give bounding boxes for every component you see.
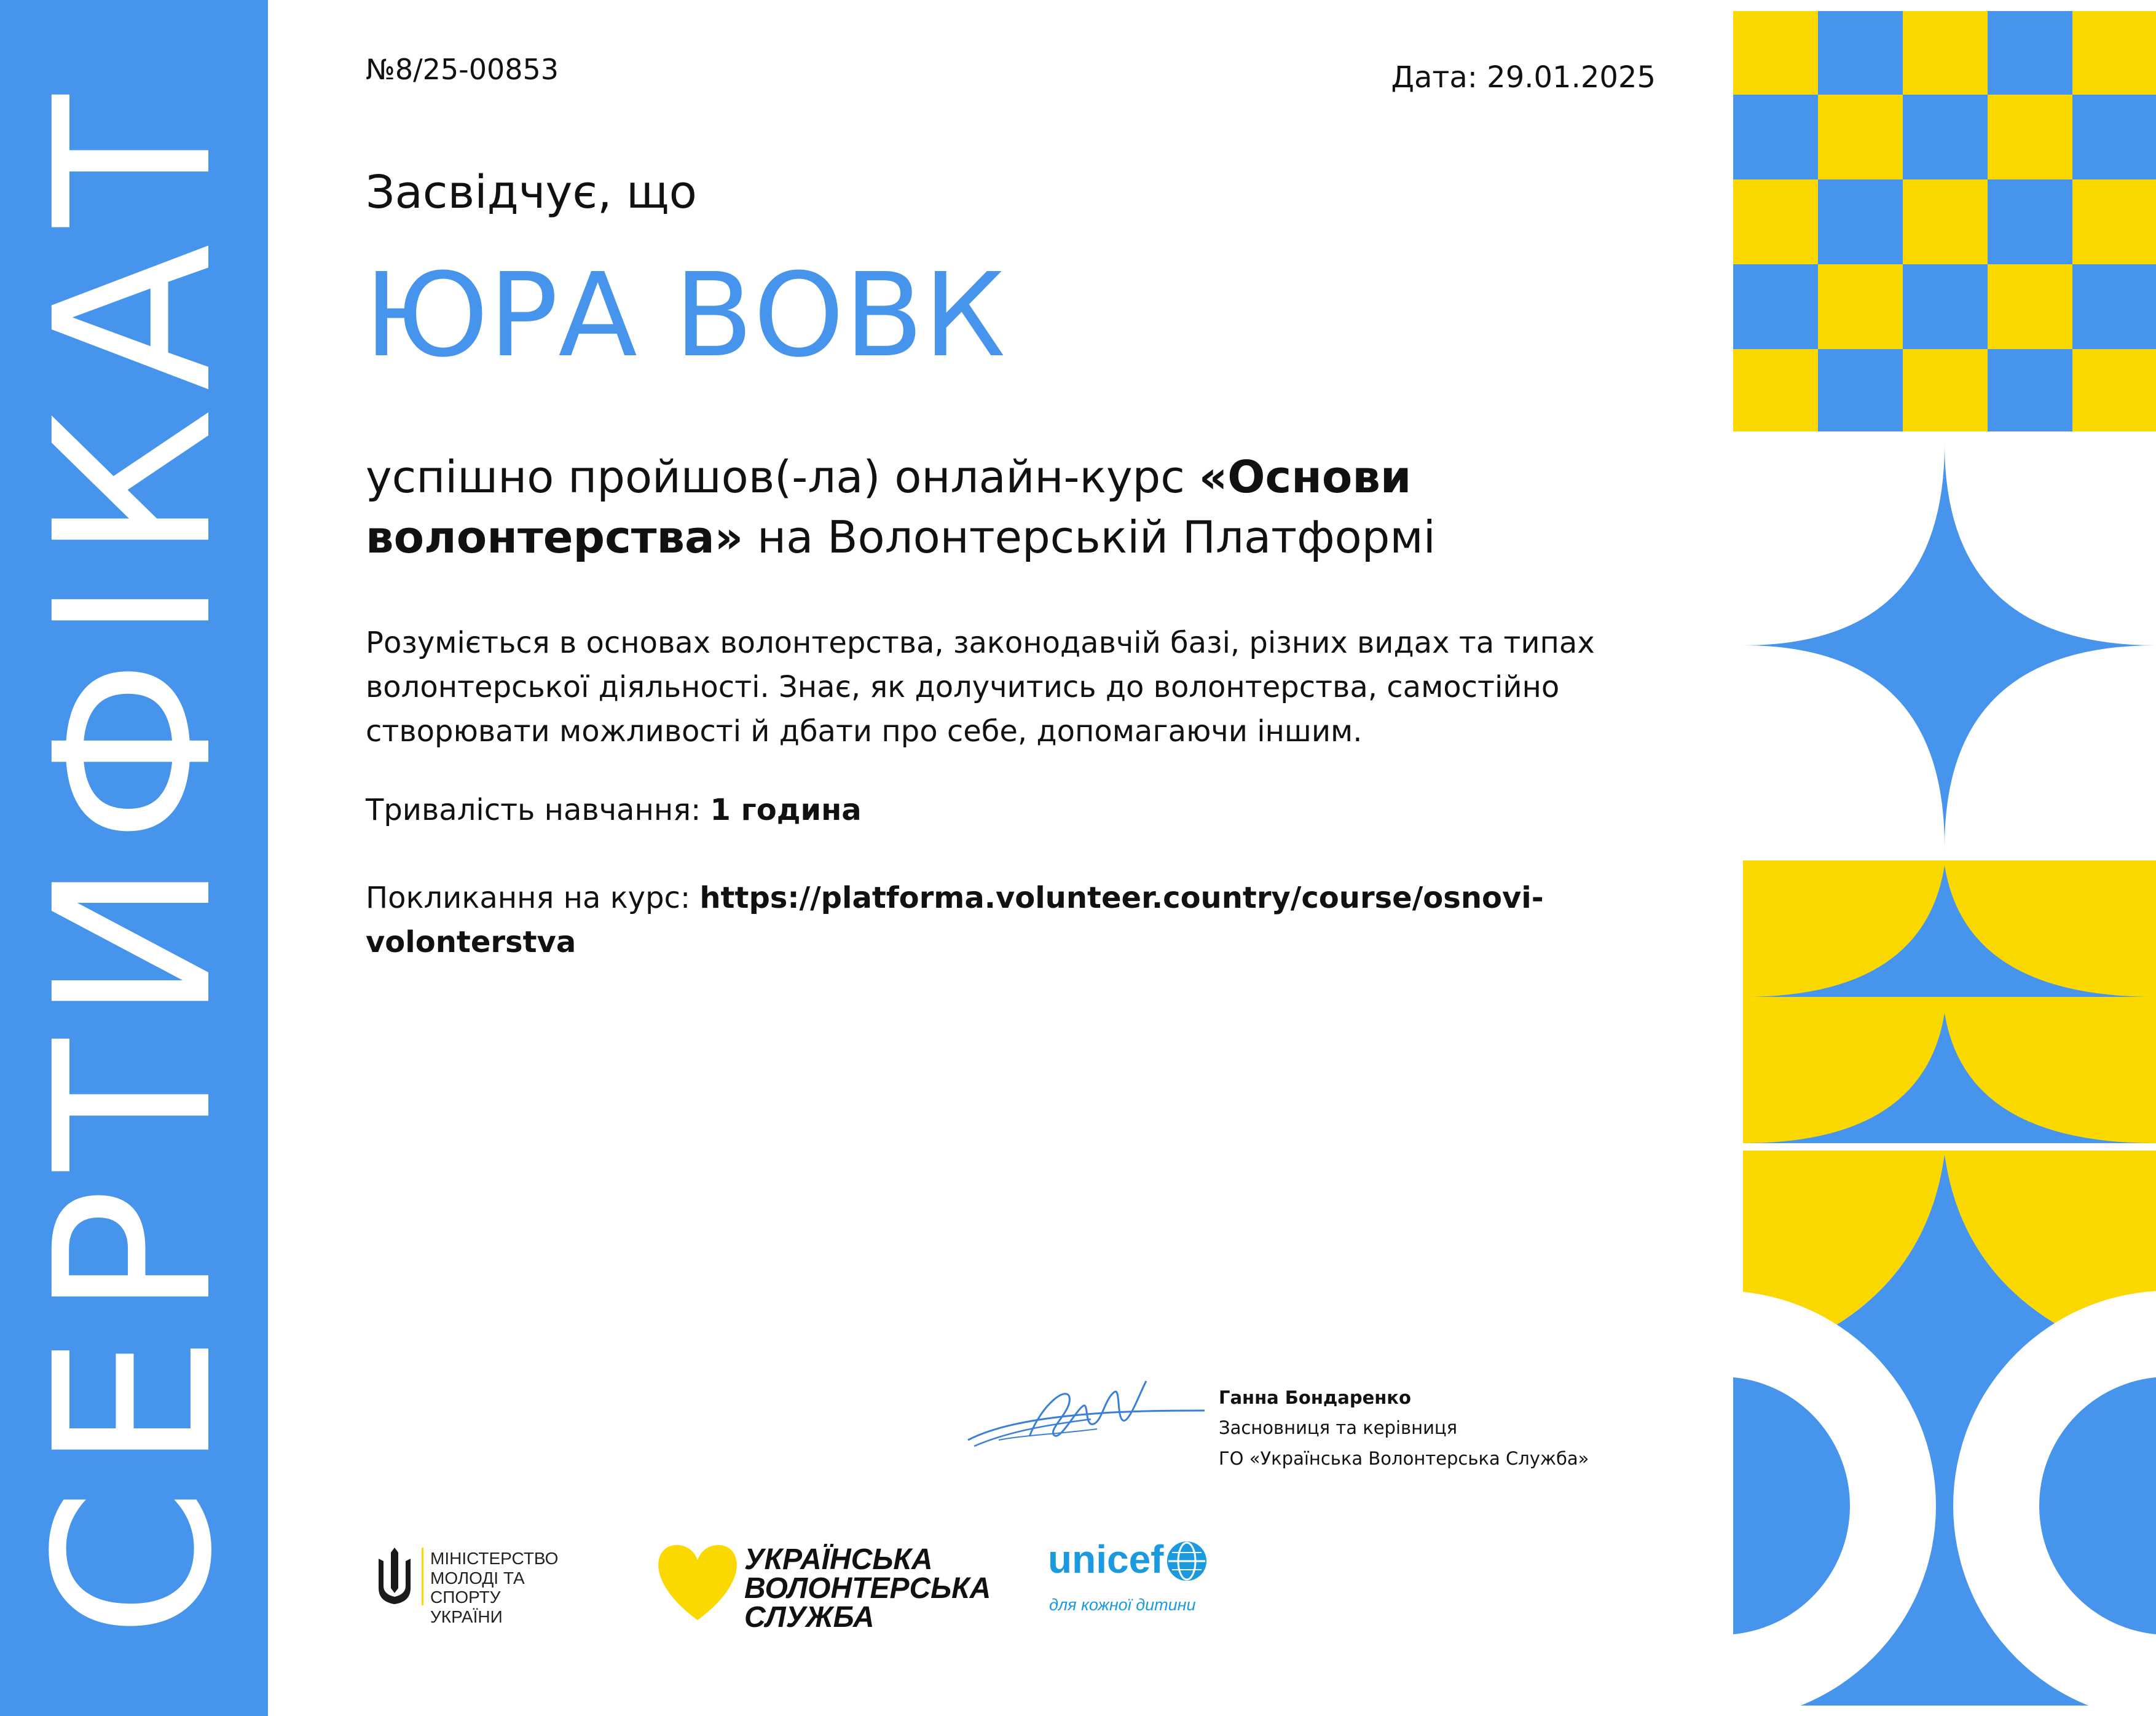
side-band	[0, 0, 268, 1716]
signer-block	[1219, 1383, 1589, 1474]
unicef-wordmark: unicef	[1048, 1537, 1164, 1581]
signer-organization: ГО «Українська Волонтерська Служба»	[1219, 1447, 1589, 1469]
duration-value: 1 година	[710, 793, 862, 827]
course-title: «Основи волонтерства»	[366, 451, 1412, 563]
ministry-name: МІНІСТЕРСТВО МОЛОДІ ТА СПОРТУ УКРАЇНИ	[430, 1549, 559, 1626]
decorative-pattern	[1733, 0, 2156, 1716]
globe-icon	[1165, 1539, 1209, 1583]
course-link-label: Покликання на курс:	[366, 881, 700, 915]
signer-role: Засновниця та керівниця	[1219, 1417, 1458, 1439]
star-shape	[1743, 444, 2156, 847]
certificate-title-vertical: СЕРТИФІКАТ	[9, 77, 259, 1639]
checker-block	[1733, 0, 2156, 431]
certificate-number: №8/25-00853	[366, 53, 559, 86]
completion-prefix: успішно пройшов(-ла) онлайн-курс	[366, 451, 1199, 503]
unicef-logo	[1048, 1537, 1208, 1623]
duration-label: Тривалість навчання:	[366, 793, 710, 827]
trident-icon	[375, 1545, 414, 1607]
completion-statement	[366, 447, 1706, 568]
recipient-name: ЮРА ВОВК	[364, 248, 1006, 383]
completion-suffix: на Волонтерській Платформі	[743, 511, 1436, 563]
certifies-text: Засвідчує, що	[366, 166, 697, 219]
signature	[962, 1368, 1208, 1466]
heart-icon	[655, 1543, 741, 1623]
uvs-name: УКРАЇНСЬКА ВОЛОНТЕРСЬКА СЛУЖБА	[744, 1543, 991, 1634]
course-link-url[interactable]: https://platforma.volunteer.country/course/osnovi-volonterstva	[366, 881, 1544, 959]
uvs-logo	[655, 1537, 999, 1634]
certificate-date: Дата: 29.01.2025	[1391, 60, 1656, 95]
course-link-row	[366, 876, 1681, 964]
ministry-logo	[375, 1543, 596, 1626]
unicef-tagline: для кожної дитини	[1049, 1596, 1196, 1614]
course-description: Розуміється в основах волонтерства, законодавчій базі, різних видах та типах волонтерської діяльності. Знає, як долучитись до волонтерства, самостійно створювати можливості й дбати про себе, допомагаючи іншим.	[366, 626, 1595, 749]
duration-row	[366, 793, 862, 827]
signer-name: Ганна Бондаренко	[1219, 1387, 1411, 1408]
